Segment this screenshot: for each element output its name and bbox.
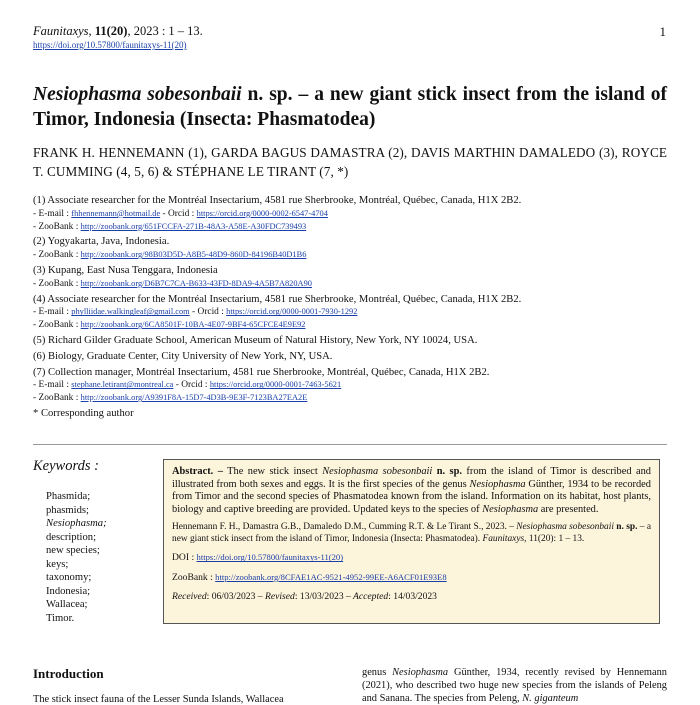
introduction-text: The stick insect fauna of the Lesser Sunda Islands, Wallacea xyxy=(33,694,284,705)
zoobank-label: - ZooBank : xyxy=(33,393,81,404)
page-number: 1 xyxy=(659,24,666,39)
zoobank-link[interactable]: http://zoobank.org/A9391F8A-15D7-4D3B-9E3F-7123BA27EA2E xyxy=(80,393,308,403)
right-column-text xyxy=(362,666,667,705)
revised-label: – Revised xyxy=(255,590,295,602)
title-rest: n. sp. – a new giant stick insect from the island of Timor, Indonesia (Insecta: Phasmatodea) xyxy=(33,84,668,130)
citation-part: – a new giant stick insect from the island of Timor, Indonesia (Insecta: Phasmatodea). xyxy=(172,522,651,544)
zoobank-label: - ZooBank : xyxy=(33,221,81,232)
affiliation-7-contact xyxy=(33,379,673,392)
zoobank-link[interactable]: http://zoobank.org/D6B7C7CA-B633-43FD-8DA9-4A5B7A820A90 xyxy=(80,278,312,288)
orcid-label: - Orcid : xyxy=(160,208,197,219)
keyword-item: Timor. xyxy=(46,612,75,624)
email-label: - E-mail : xyxy=(33,307,72,318)
keyword-item: Phasmida; xyxy=(46,491,91,502)
keyword-item: phasmids; xyxy=(46,504,89,516)
author-list: FRANK H. HENNEMANN (1), GARDA BAGUS DAMASTRA (2), DAVIS MARTHIN DAMALEDO (3), ROYCE T. CUMMING (4, 5, 6) & STÉPHANE LE TIRANT (7, *) xyxy=(33,145,667,179)
email-link[interactable]: stephane.letirant@montreal.ca xyxy=(71,380,174,390)
zoobank-label: - ZooBank : xyxy=(33,250,81,261)
keyword-item: Wallacea; xyxy=(46,599,88,610)
abstract-genus: Nesiophasma xyxy=(469,478,526,490)
affiliation-7-zoobank xyxy=(33,392,673,405)
section-divider xyxy=(33,444,667,445)
abstract-doi xyxy=(172,551,651,565)
abstract-part: Günther, 1934 to be recorded from Timor and the second species of Phasmatodea known from the island. Information on its habitat, host plants, biology and captive breeding are provided. Updated keys to the species of xyxy=(172,478,651,515)
email-link[interactable]: fhhennemann@hotmail.de xyxy=(71,208,161,218)
title-species: Nesiophasma sobesonbaii xyxy=(33,84,242,105)
journal-citation: Faunitaxys, 11(20), 2023 : 1 – 13. xyxy=(33,24,203,38)
affiliation-2-zoobank xyxy=(33,249,673,262)
body-genus: Nesiophasma xyxy=(392,667,449,678)
affiliation-4-zoobank xyxy=(33,319,673,332)
zoobank-link[interactable]: http://zoobank.org/6CA8501F-10BA-4E07-9BF4-65CFCE4E9E92 xyxy=(80,320,306,330)
introduction-heading: Introduction xyxy=(33,666,104,681)
abstract-nsp: n. sp. xyxy=(432,466,462,477)
citation-species: Nesiophasma sobesonbaii xyxy=(516,522,614,533)
received-label: Received xyxy=(172,590,207,602)
year-pages: , 2023 : 1 – 13. xyxy=(127,24,203,38)
keywords-list xyxy=(46,490,107,625)
received-date: : 06/03/2023 xyxy=(206,590,256,602)
affiliation-4: (4) Associate researcher for the Montréal Insectarium, 4581 rue Sherbrooke, Montréal, Québec, Canada, H1X 2B2. xyxy=(33,293,522,305)
volume-issue: 11(20) xyxy=(94,24,128,38)
accepted-label: – Accepted xyxy=(343,590,389,602)
keyword-item: keys; xyxy=(46,558,69,570)
journal-name: Faunitaxys xyxy=(33,24,89,38)
body-part: Günther, 1934, recently revised by Hennemann (2021), who described two huge new species from the islands of Peleng and Sanana. The species from Peleng, xyxy=(362,667,667,704)
abstract-box xyxy=(163,459,660,624)
abstract-label: Abstract. – xyxy=(172,466,223,477)
paper-title xyxy=(33,82,667,132)
keyword-item: Indonesia; xyxy=(46,585,91,597)
affiliation-5: (5) Richard Gilder Graduate School, American Museum of Natural History, New York, NY 10024, USA. xyxy=(33,334,478,346)
orcid-link[interactable]: https://orcid.org/0000-0001-7930-1292 xyxy=(226,307,358,317)
abstract-part: are presented. xyxy=(538,503,599,515)
affiliation-7: (7) Collection manager, Montréal Insectarium, 4581 rue Sherbrooke, Montréal, Québec, Canada, H1X 2B2. xyxy=(33,366,490,378)
abstract-zoobank xyxy=(172,571,651,585)
keyword-item: taxonomy; xyxy=(46,572,92,583)
citation-part: , 11(20): 1 – 13. xyxy=(524,533,585,544)
orcid-label: - Orcid : xyxy=(173,380,210,391)
revised-date: : 13/03/2023 xyxy=(294,590,344,602)
publication-dates xyxy=(172,591,651,604)
zoobank-link[interactable]: http://zoobank.org/8CFAE1AC-9521-4952-99EE-A6ACF01E93E8 xyxy=(215,571,447,582)
affiliation-1: (1) Associate researcher for the Montréal Insectarium, 4581 rue Sherbrooke, Montréal, Québec, Canada, H1X 2B2. xyxy=(33,195,522,206)
abstract-part: The new stick insect xyxy=(222,466,323,477)
email-label: - E-mail : xyxy=(33,208,72,219)
orcid-label: - Orcid : xyxy=(189,307,227,318)
abstract-species: Nesiophasma sobesonbaii xyxy=(322,466,433,477)
citation-text xyxy=(172,522,651,545)
affiliation-1-contact xyxy=(33,208,673,221)
affiliation-3-zoobank xyxy=(33,278,673,291)
zoobank-link[interactable]: http://zoobank.org/98B03D5D-A8B5-48D9-860D-84196B40D1B6 xyxy=(80,250,307,260)
doi-label: DOI : xyxy=(172,552,197,564)
abstract-text xyxy=(172,466,651,516)
affiliation-4-contact xyxy=(33,306,673,319)
citation-journal: Faunitaxys xyxy=(482,533,525,544)
email-link[interactable]: phylliidae.walkingleaf@gmail.com xyxy=(71,307,190,317)
abstract-part: from the island of Timor is described and illustrated from both sexes and eggs. It is the first species of the genus xyxy=(172,466,651,490)
header-doi-link[interactable]: https://doi.org/10.57800/faunitaxys-11(20) xyxy=(33,40,187,50)
zoobank-label: ZooBank : xyxy=(172,571,216,583)
keyword-item: description; xyxy=(46,531,97,543)
zoobank-link[interactable]: http://zoobank.org/651FCCFA-271B-48A3-A58E-A30FDC739493 xyxy=(80,221,307,231)
orcid-link[interactable]: https://orcid.org/0000-0001-7463-5621 xyxy=(209,380,342,390)
corresponding-author-note: * Corresponding author xyxy=(33,407,134,419)
zoobank-label: - ZooBank : xyxy=(33,320,81,331)
zoobank-label: - ZooBank : xyxy=(33,278,81,289)
keywords-heading: Keywords : xyxy=(33,458,99,474)
accepted-date: : 14/03/2023 xyxy=(388,590,437,602)
orcid-link[interactable]: https://orcid.org/0000-0002-6547-4704 xyxy=(196,208,328,218)
affiliation-1-zoobank xyxy=(33,221,673,234)
citation-part: Hennemann F. H., Damastra G.B., Damaledo D.M., Cumming R.T. & Le Tirant S., 2023. – xyxy=(172,522,517,533)
affiliation-6: (6) Biology, Graduate Center, City University of New York, NY, USA. xyxy=(33,350,333,362)
affiliations xyxy=(33,195,673,421)
citation-nsp: n. sp. xyxy=(613,522,638,533)
keyword-item: Nesiophasma; xyxy=(46,518,107,529)
abstract-genus: Nesiophasma xyxy=(482,503,539,515)
keyword-item: new species; xyxy=(46,545,100,556)
body-part: genus xyxy=(362,667,393,678)
affiliation-2: (2) Yogyakarta, Java, Indonesia. xyxy=(33,236,170,248)
body-species: N. giganteum xyxy=(522,693,579,704)
affiliation-3: (3) Kupang, East Nusa Tenggara, Indonesia xyxy=(33,264,218,276)
doi-link[interactable]: https://doi.org/10.57800/faunitaxys-11(20) xyxy=(196,552,344,563)
email-label: - E-mail : xyxy=(33,380,72,391)
